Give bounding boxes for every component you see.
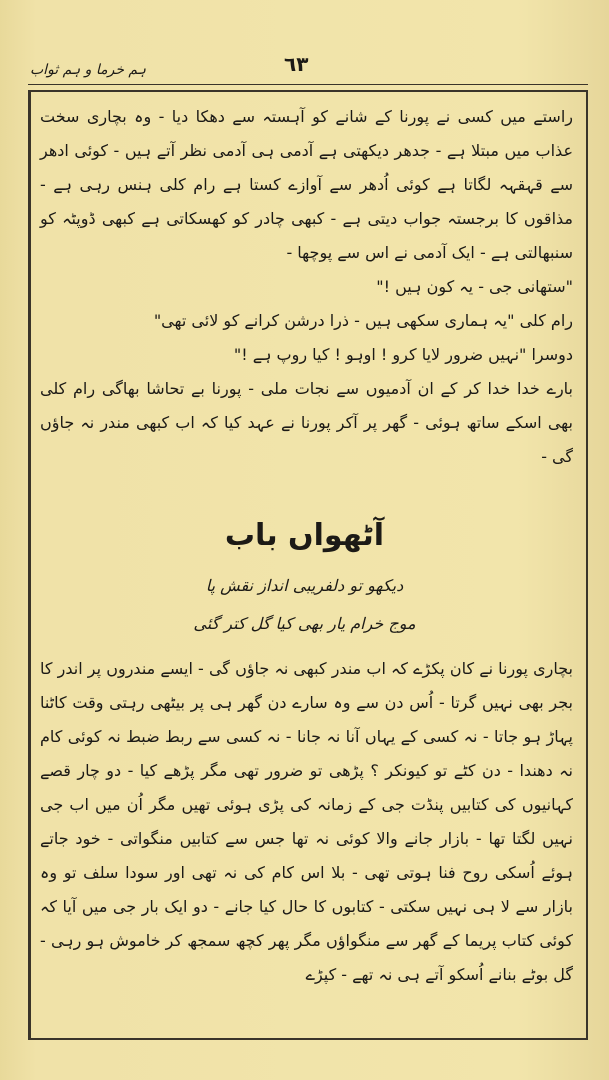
section-1-text [40, 100, 573, 474]
running-title: ہم خرما و ہم ثواب [30, 62, 146, 78]
page-number: ٦٣ [284, 52, 309, 76]
chapter-title: آٹھواں باب [224, 518, 385, 553]
verse-line-1: دیکھو تو دلفریبی انداز نقش پا [205, 576, 404, 595]
paragraph: بچاری پورنا نے کان پکڑے کہ اب مندر کبھی نہ جاؤں گی - ایسے مندروں پر اندر کا بجر بھی نہیں گرتا - اُس دن سے وہ سارے دن گھر ہی پر بیٹھی رہتی وقت کاٹنا پہاڑ ہو جاتا - نہ کسی کے یہاں آنا نہ جانا - نہ کسی سے ربط ضبط نہ کوئی کام نہ دھندا - دن کٹے تو کیونکر ؟ پڑھی تو ضرور تھی مگر پڑھے کیا - دو چار قصے کہانیوں کی کتابیں پنڈت جی کے زمانہ کی پڑی ہوئی تھیں مگر اُن میں اب جی نہیں لگتا تھا - بازار جانے والا کوئی نہ تھا جس سے کتابیں منگواتی - خود جاتے ہوئے اُسکی روح فنا ہوتی تھی - بلا اس کام کی نہ تھی اور سودا سلف تو وہ بازار سے لا ہی نہیں سکتی - کتابوں کا حال کیا جانے - دو ایک بار جی میں آیا کہ کوئی کتاب پریما کے گھر سے منگواؤں مگر پھر کچھ سمجھ کر خاموش ہو رہی - گل بوٹے بنانے اُسکو آتے ہی نہ تھے - کپڑے [40, 659, 573, 984]
paragraph: رام کلی "یہ ہماری سکھی ہیں - ذرا درشن کرانے کو لائی تھی" [153, 311, 573, 330]
section-2-text [40, 652, 573, 992]
paragraph: دوسرا "نہیں ضرور لایا کرو ! اوہو ! کیا روپ ہے !" [233, 345, 573, 364]
header-rule [28, 84, 588, 85]
verse-line-2: موج خرام یار بھی کیا گل کتر گئی [193, 614, 416, 633]
paragraph: راستے میں کسی نے پورنا کے شانے کو آہستہ سے دھکا دیا - وہ بچاری سخت عذاب میں مبتلا ہے - جدھر دیکھتی ہے آدمی ہی آدمی نظر آتے ہیں - کوئی ادھر سے قہقہہ لگاتا ہے کوئی اُدھر سے آوازے کستا ہے رام کلی ہنس رہی ہے - مذاقوں کا برجستہ جواب دیتی ہے - کبھی چادر کو کھسکاتی ہے کبھی ڈوپٹہ کو سنبھالتی ہے - ایک آدمی نے اس سے پوچھا - [40, 107, 573, 262]
paragraph: "ستھانی جی - یہ کون ہیں !" [376, 277, 573, 296]
paragraph: بارے خدا خدا کر کے ان آدمیوں سے نجات ملی - پورنا بے تحاشا بھاگی رام کلی بھی اسکے ساتھ ہوئی - گھر پر آکر پورنا نے عہد کیا کہ اب کبھی مندر نہ جاؤں گی - [40, 379, 573, 466]
